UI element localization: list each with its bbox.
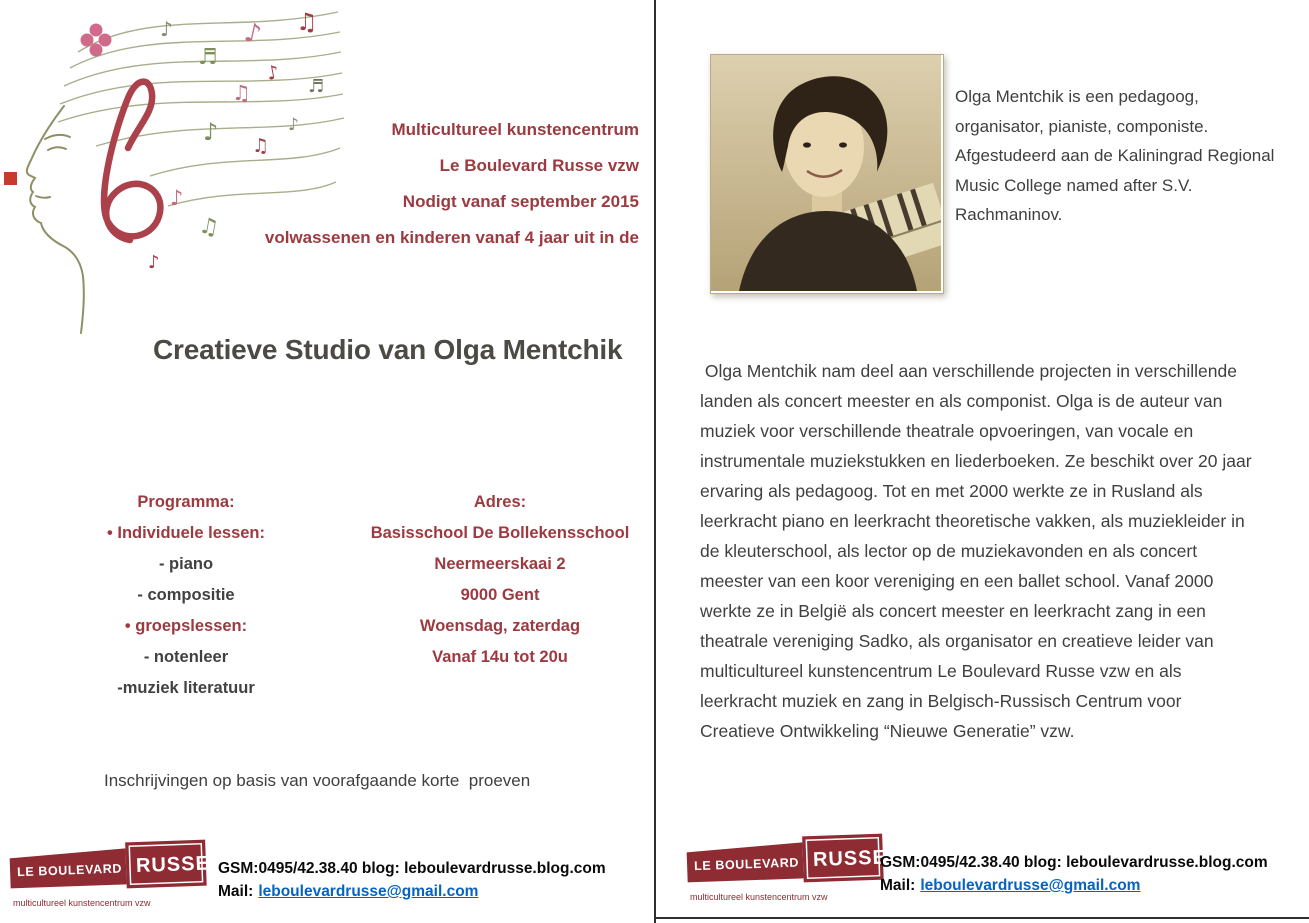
svg-text:♬: ♬	[308, 76, 325, 97]
adres-line: Woensdag, zaterdag	[419, 617, 581, 635]
adres-line: 9000 Gent	[460, 586, 540, 604]
boulevard-russe-logo	[8, 839, 208, 918]
bio-long: Olga Mentchik nam deel aan verschillende projecten in verschillende landen als concert meester en als componist. Olga is de auteur van muziek voor verschillende theatrale opvoeringen, van vocale en instrumentale muziekstukken en liederboeken. Ze beschikt over 20 jaar ervaring als pedagoog. Tot en met 2000 werkte ze in Rusland als leerkracht piano en leerkracht theoretische vakken, als muziekleider in de kleuterschool, als lector op de muziekavonden en als concert meester van een koor vereniging en een ballet school. Vanaf 2000 werkte ze in België als concert meester en leerkracht zang in een theatrale vereniging Sadko, als organisator en creatieve leider van multicultureel kunstencentrum Le Boulevard Russe vzw en als leerkracht muziek en zang in Belgisch-Russisch Centrum voor Creatieve Ontwikkeling “Nieuwe Generatie” vzw.	[700, 361, 1257, 741]
svg-text:♪: ♪	[160, 17, 173, 41]
svg-text:♫: ♫	[296, 8, 318, 36]
svg-text:♪: ♪	[203, 118, 219, 146]
footer-left	[0, 837, 655, 923]
bio-short-line: Olga Mentchik is een pedagoog,	[955, 87, 1199, 106]
programma-heading: Programma:	[137, 493, 235, 511]
intro-line: Nodigt vanaf september 2015	[402, 192, 639, 211]
page-right	[656, 0, 1309, 919]
svg-text:♬: ♬	[198, 45, 218, 70]
logo-text-russe: RUSSE	[135, 852, 208, 878]
svg-text:♪: ♪	[288, 115, 299, 135]
logo-text-russe: RUSSE	[812, 846, 885, 872]
studio-title: Creatieve Studio van Olga Mentchik	[153, 334, 623, 365]
svg-text:♪: ♪	[148, 252, 160, 273]
mail-label: Mail:	[218, 883, 254, 900]
mail-line	[880, 874, 1268, 897]
bio-short-line: organisator, pianiste, componiste.	[955, 116, 1209, 136]
contact-block	[880, 851, 1268, 897]
adres-line: Vanaf 14u tot 20u	[432, 648, 568, 666]
mail-line	[218, 880, 606, 903]
mail-link[interactable]: leboulevardrusse@gmail.com	[920, 877, 1141, 894]
programma-item: - notenleer	[143, 648, 229, 666]
svg-text:♪: ♪	[241, 17, 265, 51]
flower-icon	[81, 24, 112, 57]
programma-item: • Individuele lessen:	[88, 518, 284, 549]
svg-text:♫: ♫	[196, 213, 221, 242]
olga-photo	[710, 54, 944, 294]
logo-tagline: multicultureel kunstencentrum vzw	[13, 898, 151, 908]
programma-item: - compositie	[137, 586, 235, 604]
logo-banner	[9, 839, 208, 892]
logo-tagline: multicultureel kunstencentrum vzw	[690, 892, 828, 902]
programma-item: • groepslessen:	[88, 611, 284, 642]
adres-line: Basisschool De Bollekensschool	[370, 524, 630, 542]
programma-section	[88, 487, 284, 704]
gsm-blog-line: GSM:0495/42.38.40 blog: leboulevardrusse.blog.com	[218, 860, 606, 877]
footer-right	[656, 831, 1309, 917]
adres-section	[368, 487, 632, 673]
mail-link[interactable]: leboulevardrusse@gmail.com	[258, 883, 479, 900]
intro-block	[196, 112, 639, 256]
boulevard-russe-logo	[685, 833, 885, 912]
svg-text:♪: ♪	[170, 186, 184, 210]
bio-short	[955, 82, 1300, 230]
programma-item: - piano	[158, 555, 214, 573]
bio-short-line: Afgestudeerd aan de Kaliningrad Regional	[955, 146, 1275, 165]
adres-line: Neermeerskaai 2	[434, 555, 566, 573]
bio-short-line: Rachmaninov.	[955, 205, 1063, 224]
intro-line: Multicultureel kunstencentrum	[391, 120, 639, 139]
logo-banner	[686, 833, 885, 886]
bio-short-line: Music College named after S.V.	[955, 175, 1193, 195]
contact-block	[218, 857, 606, 903]
inschrijving-note: Inschrijvingen op basis van voorafgaande korte proeven	[104, 771, 531, 790]
mail-label: Mail:	[880, 877, 916, 894]
svg-text:♫: ♫	[252, 135, 270, 157]
svg-text:♪: ♪	[265, 61, 281, 85]
logo-text-le-boulevard: LE BOULEVARD	[693, 855, 800, 874]
adres-heading: Adres:	[473, 493, 527, 511]
gsm-blog-line: GSM:0495/42.38.40 blog: leboulevardrusse.blog.com	[880, 854, 1268, 871]
svg-text:♫: ♫	[232, 81, 251, 105]
red-square-accent	[4, 172, 17, 185]
intro-line: Le Boulevard Russe vzw	[439, 156, 639, 175]
programma-item: -muziek literatuur	[117, 679, 255, 697]
face-profile	[27, 106, 84, 333]
intro-line: volwassenen en kinderen vanaf 4 jaar uit in de	[264, 228, 639, 247]
logo-text-le-boulevard: LE BOULEVARD	[16, 861, 123, 880]
